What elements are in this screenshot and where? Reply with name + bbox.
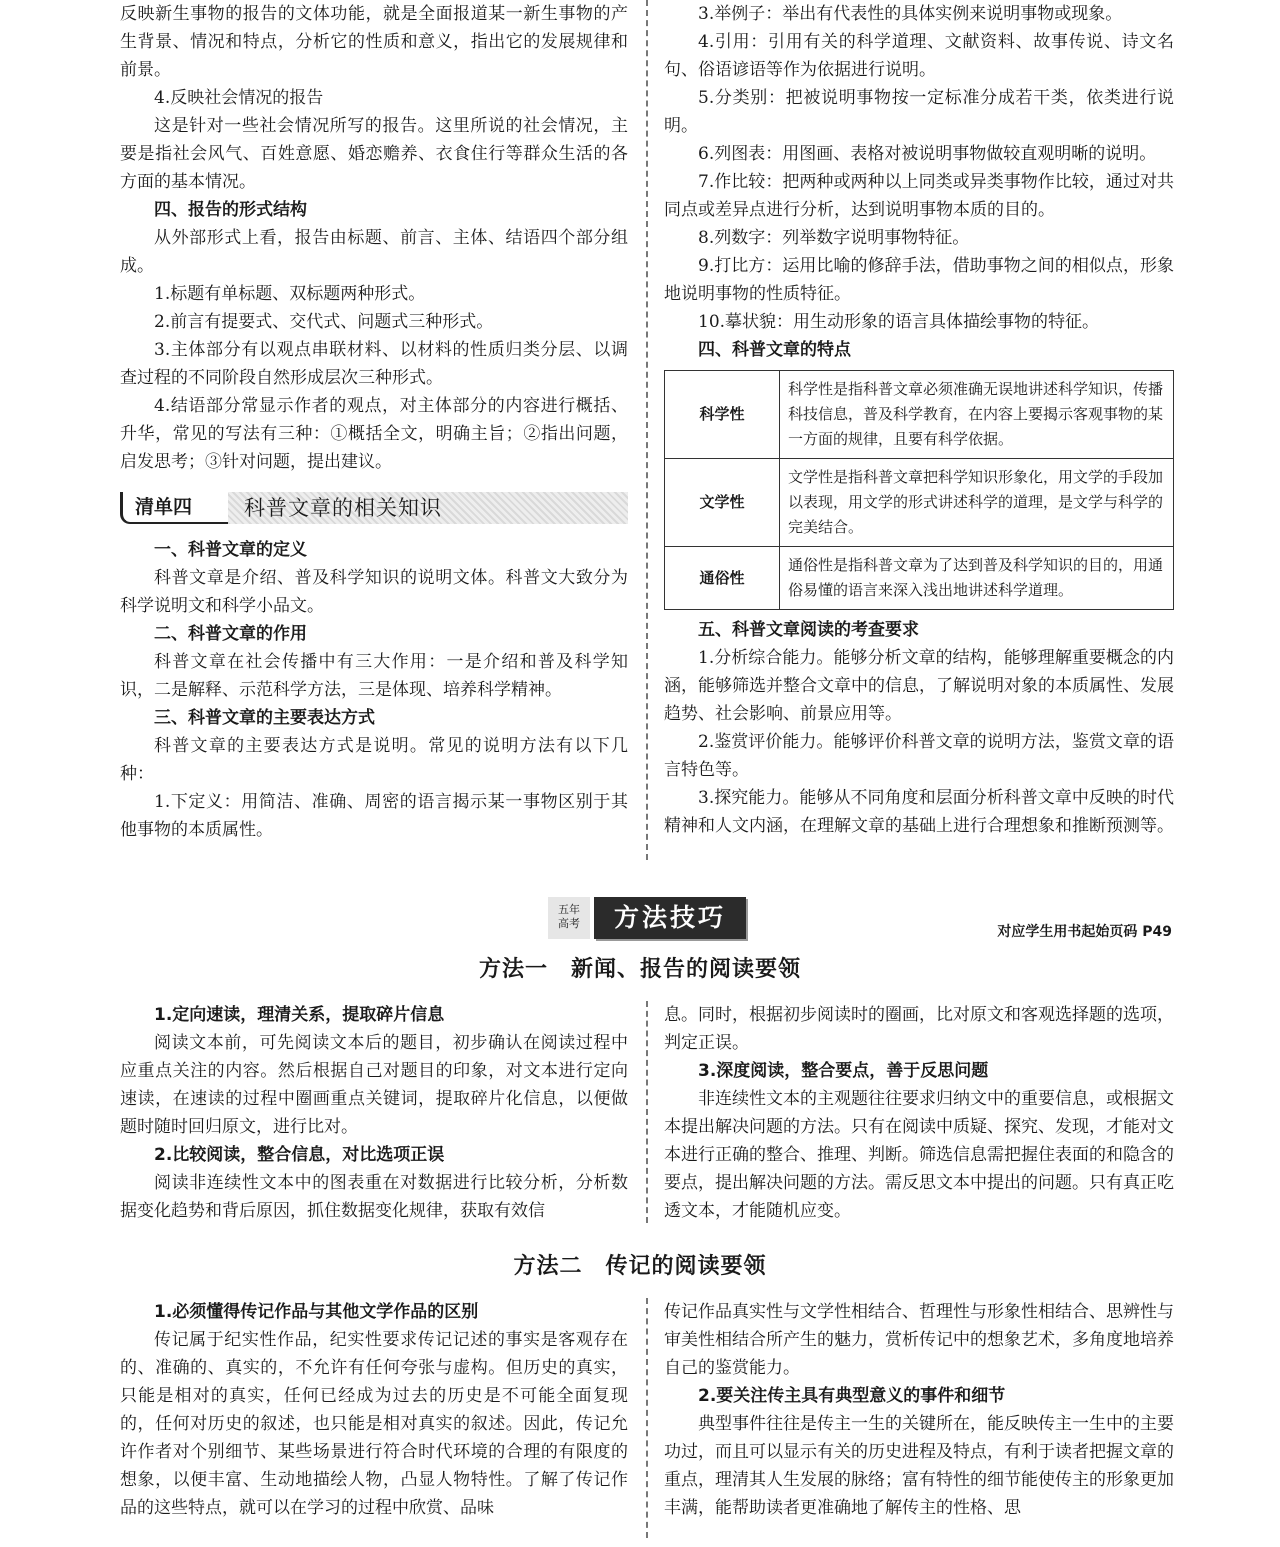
list-item: 4.反映社会情况的报告 [154, 88, 324, 108]
list-item: 3.主体部分有以观点串联材料、以材料的性质归类分层、以调查过程的不同阶段自然形成层次三种形式。 [120, 340, 628, 388]
method-title: 方法二 传记的阅读要领 [513, 1254, 767, 1279]
badge-line: 五年 [558, 903, 580, 916]
table-row [665, 371, 1174, 459]
section-heading: 四、报告的形式结构 [154, 200, 307, 220]
sub-heading: 1.定向速读，理清关系，提取碎片信息 [154, 1005, 445, 1025]
list-item: 2.前言有提要式、交代式、问题式三种形式。 [154, 312, 494, 332]
paragraph: 科普文章的主要表达方式是说明。常见的说明方法有以下几种： [120, 736, 628, 784]
list-item: 7.作比较：把两种或两种以上同类或异类事物作比较，通过对共同点或差异点进行分析，达到说明事物本质的目的。 [664, 172, 1174, 220]
column-divider-method2 [646, 1298, 648, 1538]
badge-small-label [548, 897, 590, 939]
paragraph: 科普文章是介绍、普及科学知识的说明文体。科普文大致分为科学说明文和科学小品文。 [120, 568, 628, 616]
column-divider-top [646, 0, 648, 860]
method-title: 方法一 新闻、报告的阅读要领 [478, 957, 801, 982]
section-heading: 三、科普文章的主要表达方式 [154, 708, 375, 728]
badge-line: 高考 [558, 917, 580, 930]
method1-left-column [120, 1001, 628, 1225]
page-reference: 对应学生用书起始页码 P49 [997, 924, 1172, 940]
list-item: 3.探究能力。能够从不同角度和层面分析科普文章中反映的时代精神和人文内涵，在理解文章的基础上进行合理想象和推断预测等。 [664, 788, 1174, 836]
section-title: 方法技巧 [594, 897, 746, 939]
list-item: 4.结语部分常显示作者的观点，对主体部分的内容进行概括、升华，常见的写法有三种：①概括全文，明确主旨；②指出问题，启发思考；③针对问题，提出建议。 [120, 396, 628, 472]
table-value: 通俗性是指科普文章为了达到普及科学知识的目的，用通俗易懂的语言来深入浅出地讲述科学道理。 [780, 547, 1174, 610]
sub-heading: 3.深度阅读，整合要点，善于反思问题 [698, 1061, 989, 1081]
table-row [665, 459, 1174, 547]
banner-title: 科普文章的相关知识 [228, 492, 628, 524]
paragraph: 科普文章在社会传播中有三大作用：一是介绍和普及科学知识，二是解释、示范科学方法，三是体现、培养科学精神。 [120, 652, 628, 700]
list-item: 9.打比方：运用比喻的修辞手法，借助事物之间的相似点，形象地说明事物的性质特征。 [664, 256, 1174, 304]
section-badge [548, 897, 746, 939]
list-item: 1.标题有单标题、双标题两种形式。 [154, 284, 426, 304]
section-heading: 五、科普文章阅读的考查要求 [698, 620, 919, 640]
top-left-column [120, 0, 628, 844]
list-item: 8.列数字：列举数字说明事物特征。 [698, 228, 970, 248]
features-table [664, 370, 1174, 610]
paragraph: 典型事件往往是传主一生的关键所在，能反映传主一生中的主要功过，而且可以显示有关的历史进程及特点，有利于读者把握文章的重点，理清其人生发展的脉络；富有特性的细节能使传主的形象更加丰满，能帮助读者更准确地了解传主的性格、思 [664, 1414, 1174, 1518]
paragraph: 从外部形式上看，报告由标题、前言、主体、结语四个部分组成。 [120, 228, 628, 276]
table-value: 文学性是指科普文章把科学知识形象化，用文学的手段加以表现，用文学的形式讲述科学的道理，是文学与科学的完美结合。 [780, 459, 1174, 547]
section-heading: 二、科普文章的作用 [154, 624, 307, 644]
sub-heading: 2.要关注传主具有典型意义的事件和细节 [698, 1386, 1006, 1406]
section-heading: 四、科普文章的特点 [698, 340, 851, 360]
paragraph: 息。同时，根据初步阅读时的圈画，比对原文和客观选择题的选项，判定正误。 [664, 1005, 1174, 1053]
checklist-banner [120, 490, 628, 526]
table-key: 科学性 [665, 371, 780, 459]
section-heading: 一、科普文章的定义 [154, 540, 307, 560]
paragraph: 反映新生事物的报告的文体功能，就是全面报道某一新生事物的产生背景、情况和特点，分析它的性质和意义，指出它的发展规律和前景。 [120, 4, 628, 80]
table-row [665, 547, 1174, 610]
paragraph: 阅读非连续性文本中的图表重在对数据进行比较分析，分析数据变化趋势和背后原因，抓住数据变化规律，获取有效信 [120, 1173, 628, 1221]
sub-heading: 1.必须懂得传记作品与其他文学作品的区别 [154, 1302, 479, 1322]
paragraph: 非连续性文本的主观题往往要求归纳文中的重要信息，或根据文本提出解决问题的方法。只有在阅读中质疑、探究、发现，才能对文本进行正确的整合、推理、判断。筛选信息需把握住表面的和隐含的要点，提出解决问题的方法。需反思文本中提出的问题。只有真正吃透文本，才能随机应变。 [664, 1089, 1174, 1221]
method2-right-column [664, 1298, 1174, 1522]
paragraph: 传记属于纪实性作品，纪实性要求传记记述的事实是客观存在的、准确的、真实的，不允许有任何夸张与虚构。但历史的真实，只能是相对的真实，任何已经成为过去的历史是不可能全面复现的，任何对历史的叙述，也只能是相对真实的叙述。因此，传记允许作者对个别细节、某些场景进行符合时代环境的合理的有限度的想象，以便丰富、生动地描绘人物，凸显人物特性。了解了传记作品的这些特点，就可以在学习的过程中欣赏、品味 [120, 1330, 628, 1518]
list-item: 6.列图表：用图画、表格对被说明事物做较直观明晰的说明。 [698, 144, 1157, 164]
table-value: 科学性是指科普文章必须准确无误地讲述科学知识，传播科技信息，普及科学教育，在内容上要揭示客观事物的某一方面的规律，且要有科学依据。 [780, 371, 1174, 459]
sub-heading: 2.比较阅读，整合信息，对比选项正误 [154, 1145, 445, 1165]
table-key: 文学性 [665, 459, 780, 547]
column-divider-method1 [646, 1001, 648, 1223]
banner-tag: 清单四 [120, 492, 231, 524]
list-item: 2.鉴赏评价能力。能够评价科普文章的说明方法，鉴赏文章的语言特色等。 [664, 732, 1174, 780]
paragraph: 这是针对一些社会情况所写的报告。这里所说的社会情况，主要是指社会风气、百姓意愿、婚恋赡养、衣食住行等群众生活的各方面的基本情况。 [120, 116, 628, 192]
list-item: 5.分类别：把被说明事物按一定标准分成若干类，依类进行说明。 [664, 88, 1174, 136]
list-item: 10.摹状貌：用生动形象的语言具体描绘事物的特征。 [698, 312, 1100, 332]
list-item: 3.举例子：举出有代表性的具体实例来说明事物或现象。 [698, 4, 1123, 24]
paragraph: 传记作品真实性与文学性相结合、哲理性与形象性相结合、思辨性与审美性相结合所产生的魅力，赏析传记中的想象艺术，多角度地培养自己的鉴赏能力。 [664, 1302, 1174, 1378]
list-item: 1.分析综合能力。能够分析文章的结构，能够理解重要概念的内涵，能够筛选并整合文章中的信息，了解说明对象的本质属性、发展趋势、社会影响、前景应用等。 [664, 648, 1174, 724]
top-right-column [664, 0, 1174, 840]
list-item: 1.下定义：用简洁、准确、周密的语言揭示某一事物区别于其他事物的本质属性。 [120, 792, 628, 840]
table-key: 通俗性 [665, 547, 780, 610]
list-item: 4.引用：引用有关的科学道理、文献资料、故事传说、诗文名句、俗语谚语等作为依据进行说明。 [664, 32, 1174, 80]
paragraph: 阅读文本前，可先阅读文本后的题目，初步确认在阅读过程中应重点关注的内容。然后根据自己对题目的印象，对文本进行定向速读，在速读的过程中圈画重点关键词，提取碎片化信息，以便做题时随时回归原文，进行比对。 [120, 1033, 628, 1137]
method1-right-column [664, 1001, 1174, 1225]
method2-left-column [120, 1298, 628, 1522]
